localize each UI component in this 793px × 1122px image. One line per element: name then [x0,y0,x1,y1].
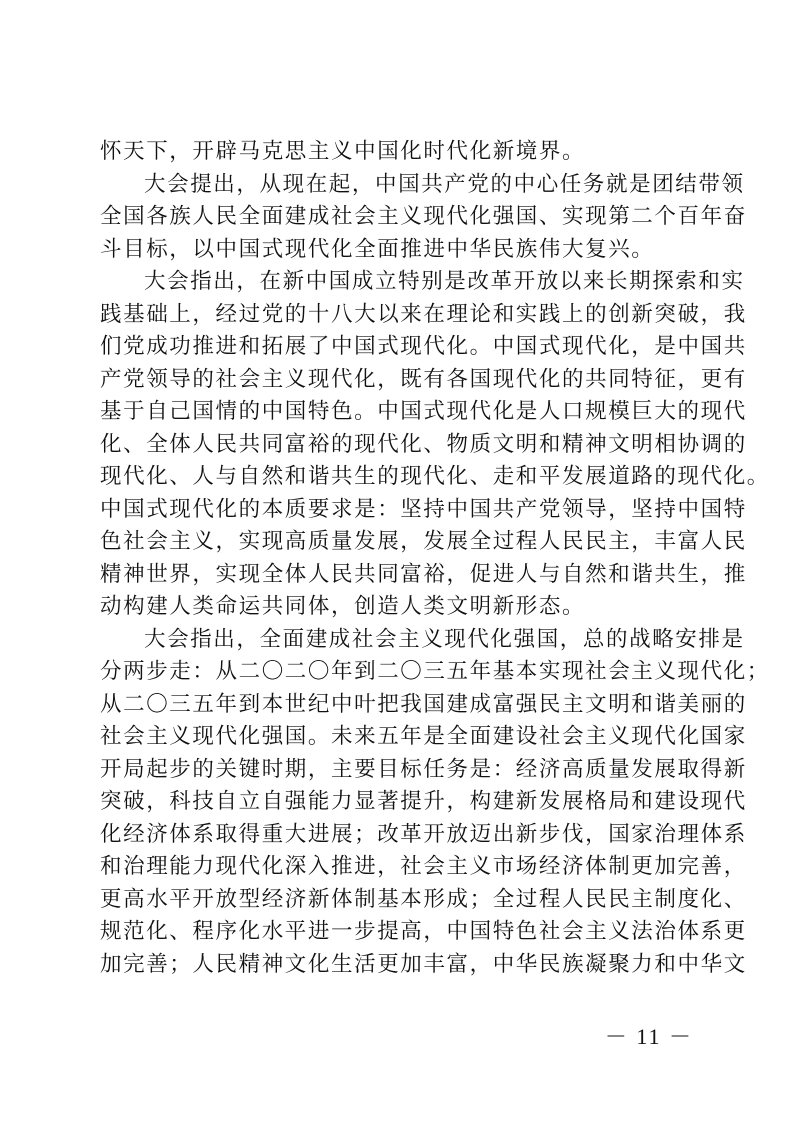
text-line: 斗目标，以中国式现代化全面推进中华民族伟大复兴。 [100,236,655,262]
text-line: 大会指出，在新中国成立特别是改革开放以来长期探索和实 [144,269,745,294]
text-line: 现代化、人与自然和谐共生的现代化、走和平发展道路的现代化。 [100,464,770,489]
text-line: 全国各族人民全面建成社会主义现代化强国、实现第二个百年奋 [100,204,747,229]
text-line: 践基础上，经过党的十八大以来在理论和实践上的创新突破，我 [100,301,747,327]
text-line: 大会提出，从现在起，中国共产党的中心任务就是团结带领 [144,171,745,197]
text-line: 加完善；人民精神文化生活更加丰富，中华民族凝聚力和中华文 [100,951,747,977]
text-line: 化经济体系取得重大进展；改革开放迈出新步伐，国家治理体系 [100,821,747,847]
text-line: 怀天下，开辟马克思主义中国化时代化新境界。 [100,139,586,164]
text-line: 突破，科技自立自强能力显著提升，构建新发展格局和建设现代 [100,789,747,814]
text-line: 从二〇三五年到本世纪中叶把我国建成富强民主文明和谐美丽的 [100,691,747,717]
text-line: 更高水平开放型经济新体制基本形成；全过程人民民主制度化、 [100,886,747,912]
text-line: 大会指出，全面建成社会主义现代化强国，总的战略安排是 [144,626,745,652]
text-line: 精神世界，实现全体人民共同富裕，促进人与自然和谐共生，推 [100,561,747,587]
text-line: 们党成功推进和拓展了中国式现代化。中国式现代化，是中国共 [100,334,747,359]
document-body [100,136,770,981]
text-line: 基于自己国情的中国特色。中国式现代化是人口规模巨大的现代 [100,399,747,424]
text-line: 产党领导的社会主义现代化，既有各国现代化的共同特征，更有 [100,366,747,392]
text-line: 化、全体人民共同富裕的现代化、物质文明和精神文明相协调的 [100,431,747,457]
text-line: 中国式现代化的本质要求是：坚持中国共产党领导，坚持中国特 [100,496,747,522]
paragraph [100,169,747,267]
text-line: 分两步走：从二〇二〇年到二〇三五年基本实现社会主义现代化； [100,659,770,684]
paragraph [100,136,700,169]
text-line: 色社会主义，实现高质量发展，发展全过程人民民主，丰富人民 [100,529,747,554]
text-line: 和治理能力现代化深入推进，社会主义市场经济体制更加完善， [100,854,747,879]
text-line: 规范化、程序化水平进一步提高，中国特色社会主义法治体系更 [100,919,747,944]
page-number: － 11 － [604,1024,693,1049]
text-line: 社会主义现代化强国。未来五年是全面建设社会主义现代化国家 [100,724,747,749]
text-line: 开局起步的关键时期，主要目标任务是：经济高质量发展取得新 [100,756,747,782]
paragraph [100,624,770,982]
paragraph [100,266,770,624]
text-line: 动构建人类命运共同体，创造人类文明新形态。 [100,594,586,619]
